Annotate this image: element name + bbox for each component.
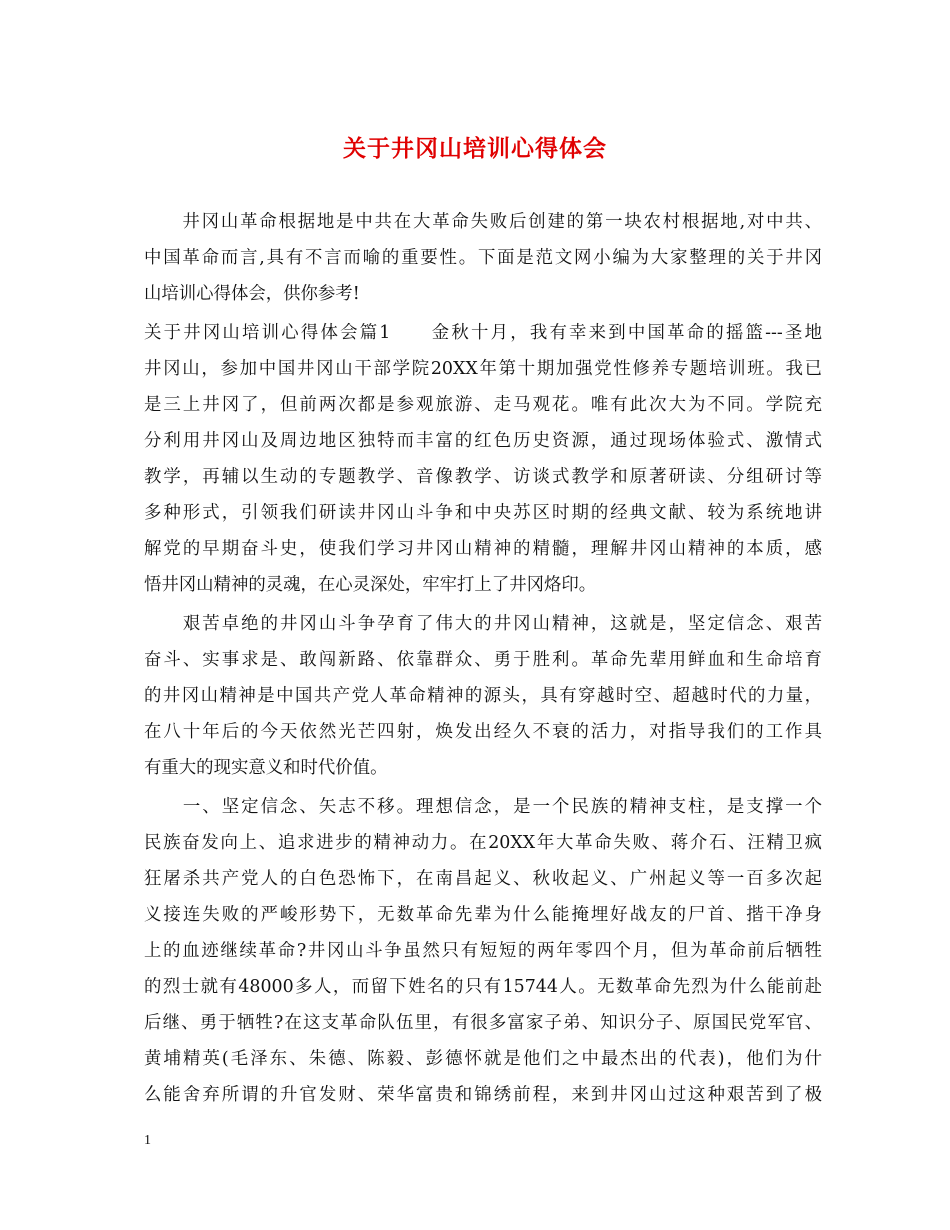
text-line: 有重大的现实意义和时代价值。	[144, 758, 388, 778]
text-line: 山培训心得体会，供你参考!	[144, 284, 360, 304]
text-line: 一、坚定信念、矢志不移。理想信念，是一个民族的精神支柱，是支撑一个	[144, 797, 822, 817]
page-number: 1	[144, 1133, 151, 1148]
text-line: 教学，再辅以生动的专题教学、音像教学、访谈式教学和原著研读、分组研讨等	[144, 467, 822, 487]
text-line: 是三上井冈了，但前两次都是参观旅游、走马观花。唯有此次大为不同。学院充	[144, 395, 822, 415]
text-line: 后继、勇于牺牲?在这支革命队伍里，有很多富家子弟、知识分子、原国民党军官、	[144, 1013, 822, 1033]
text-line: 悟井冈山精神的灵魂，在心灵深处，牢牢打上了井冈烙印。	[144, 575, 597, 595]
text-line: 义接连失败的严峻形势下，无数革命先辈为什么能掩埋好战友的尸首、揩干净身	[144, 905, 822, 925]
text-line: 艰苦卓绝的井冈山斗争孕育了伟大的井冈山精神，这就是，坚定信念、艰苦	[144, 614, 822, 634]
document-title: 关于井冈山培训心得体会	[343, 135, 607, 162]
text-line: 井冈山革命根据地是中共在大革命失败后创建的第一块农村根据地,对中共、	[144, 212, 822, 232]
text-line: 在八十年后的今天依然光芒四射，焕发出经久不衰的活力，对指导我们的工作具	[144, 722, 822, 742]
text-line: 民族奋发向上、追求进步的精神动力。在20XX年大革命失败、蒋介石、汪精卫疯	[144, 833, 822, 853]
text-line: 的井冈山精神是中国共产党人革命精神的源头，具有穿越时空、超越时代的力量，	[144, 686, 822, 706]
text-line: 井冈山，参加中国井冈山干部学院20XX年第十期加强党性修养专题培训班。我已	[144, 359, 822, 379]
text-line: 关于井冈山培训心得体会篇1 金秋十月，我有幸来到中国革命的摇篮---圣地	[144, 323, 822, 343]
text-line: 的烈士就有48000多人，而留下姓名的只有15744人。无数革命先烈为什么能前赴	[144, 977, 822, 997]
text-line: 奋斗、实事求是、敢闯新路、依靠群众、勇于胜利。革命先辈用鲜血和生命培育	[144, 650, 822, 670]
text-line: 么能舍弃所谓的升官发财、荣华富贵和锦绣前程，来到井冈山过这种艰苦到了极	[144, 1085, 822, 1105]
text-line: 分利用井冈山及周边地区独特而丰富的红色历史资源，通过现场体验式、激情式	[144, 431, 822, 451]
text-line: 多种形式，引领我们研读井冈山斗争和中央苏区时期的经典文献、较为系统地讲	[144, 503, 822, 523]
text-line: 解党的早期奋斗史，使我们学习井冈山精神的精髓，理解井冈山精神的本质，感	[144, 539, 822, 559]
text-line: 黄埔精英(毛泽东、朱德、陈毅、彭德怀就是他们之中最杰出的代表)，他们为什	[144, 1049, 822, 1069]
text-line: 上的血迹继续革命?井冈山斗争虽然只有短短的两年零四个月，但为革命前后牺牲	[144, 941, 822, 961]
text-line: 中国革命而言,具有不言而喻的重要性。下面是范文网小编为大家整理的关于井冈	[144, 248, 822, 268]
document-body	[144, 204, 822, 1113]
text-line: 狂屠杀共产党人的白色恐怖下，在南昌起义、秋收起义、广州起义等一百多次起	[144, 869, 822, 889]
